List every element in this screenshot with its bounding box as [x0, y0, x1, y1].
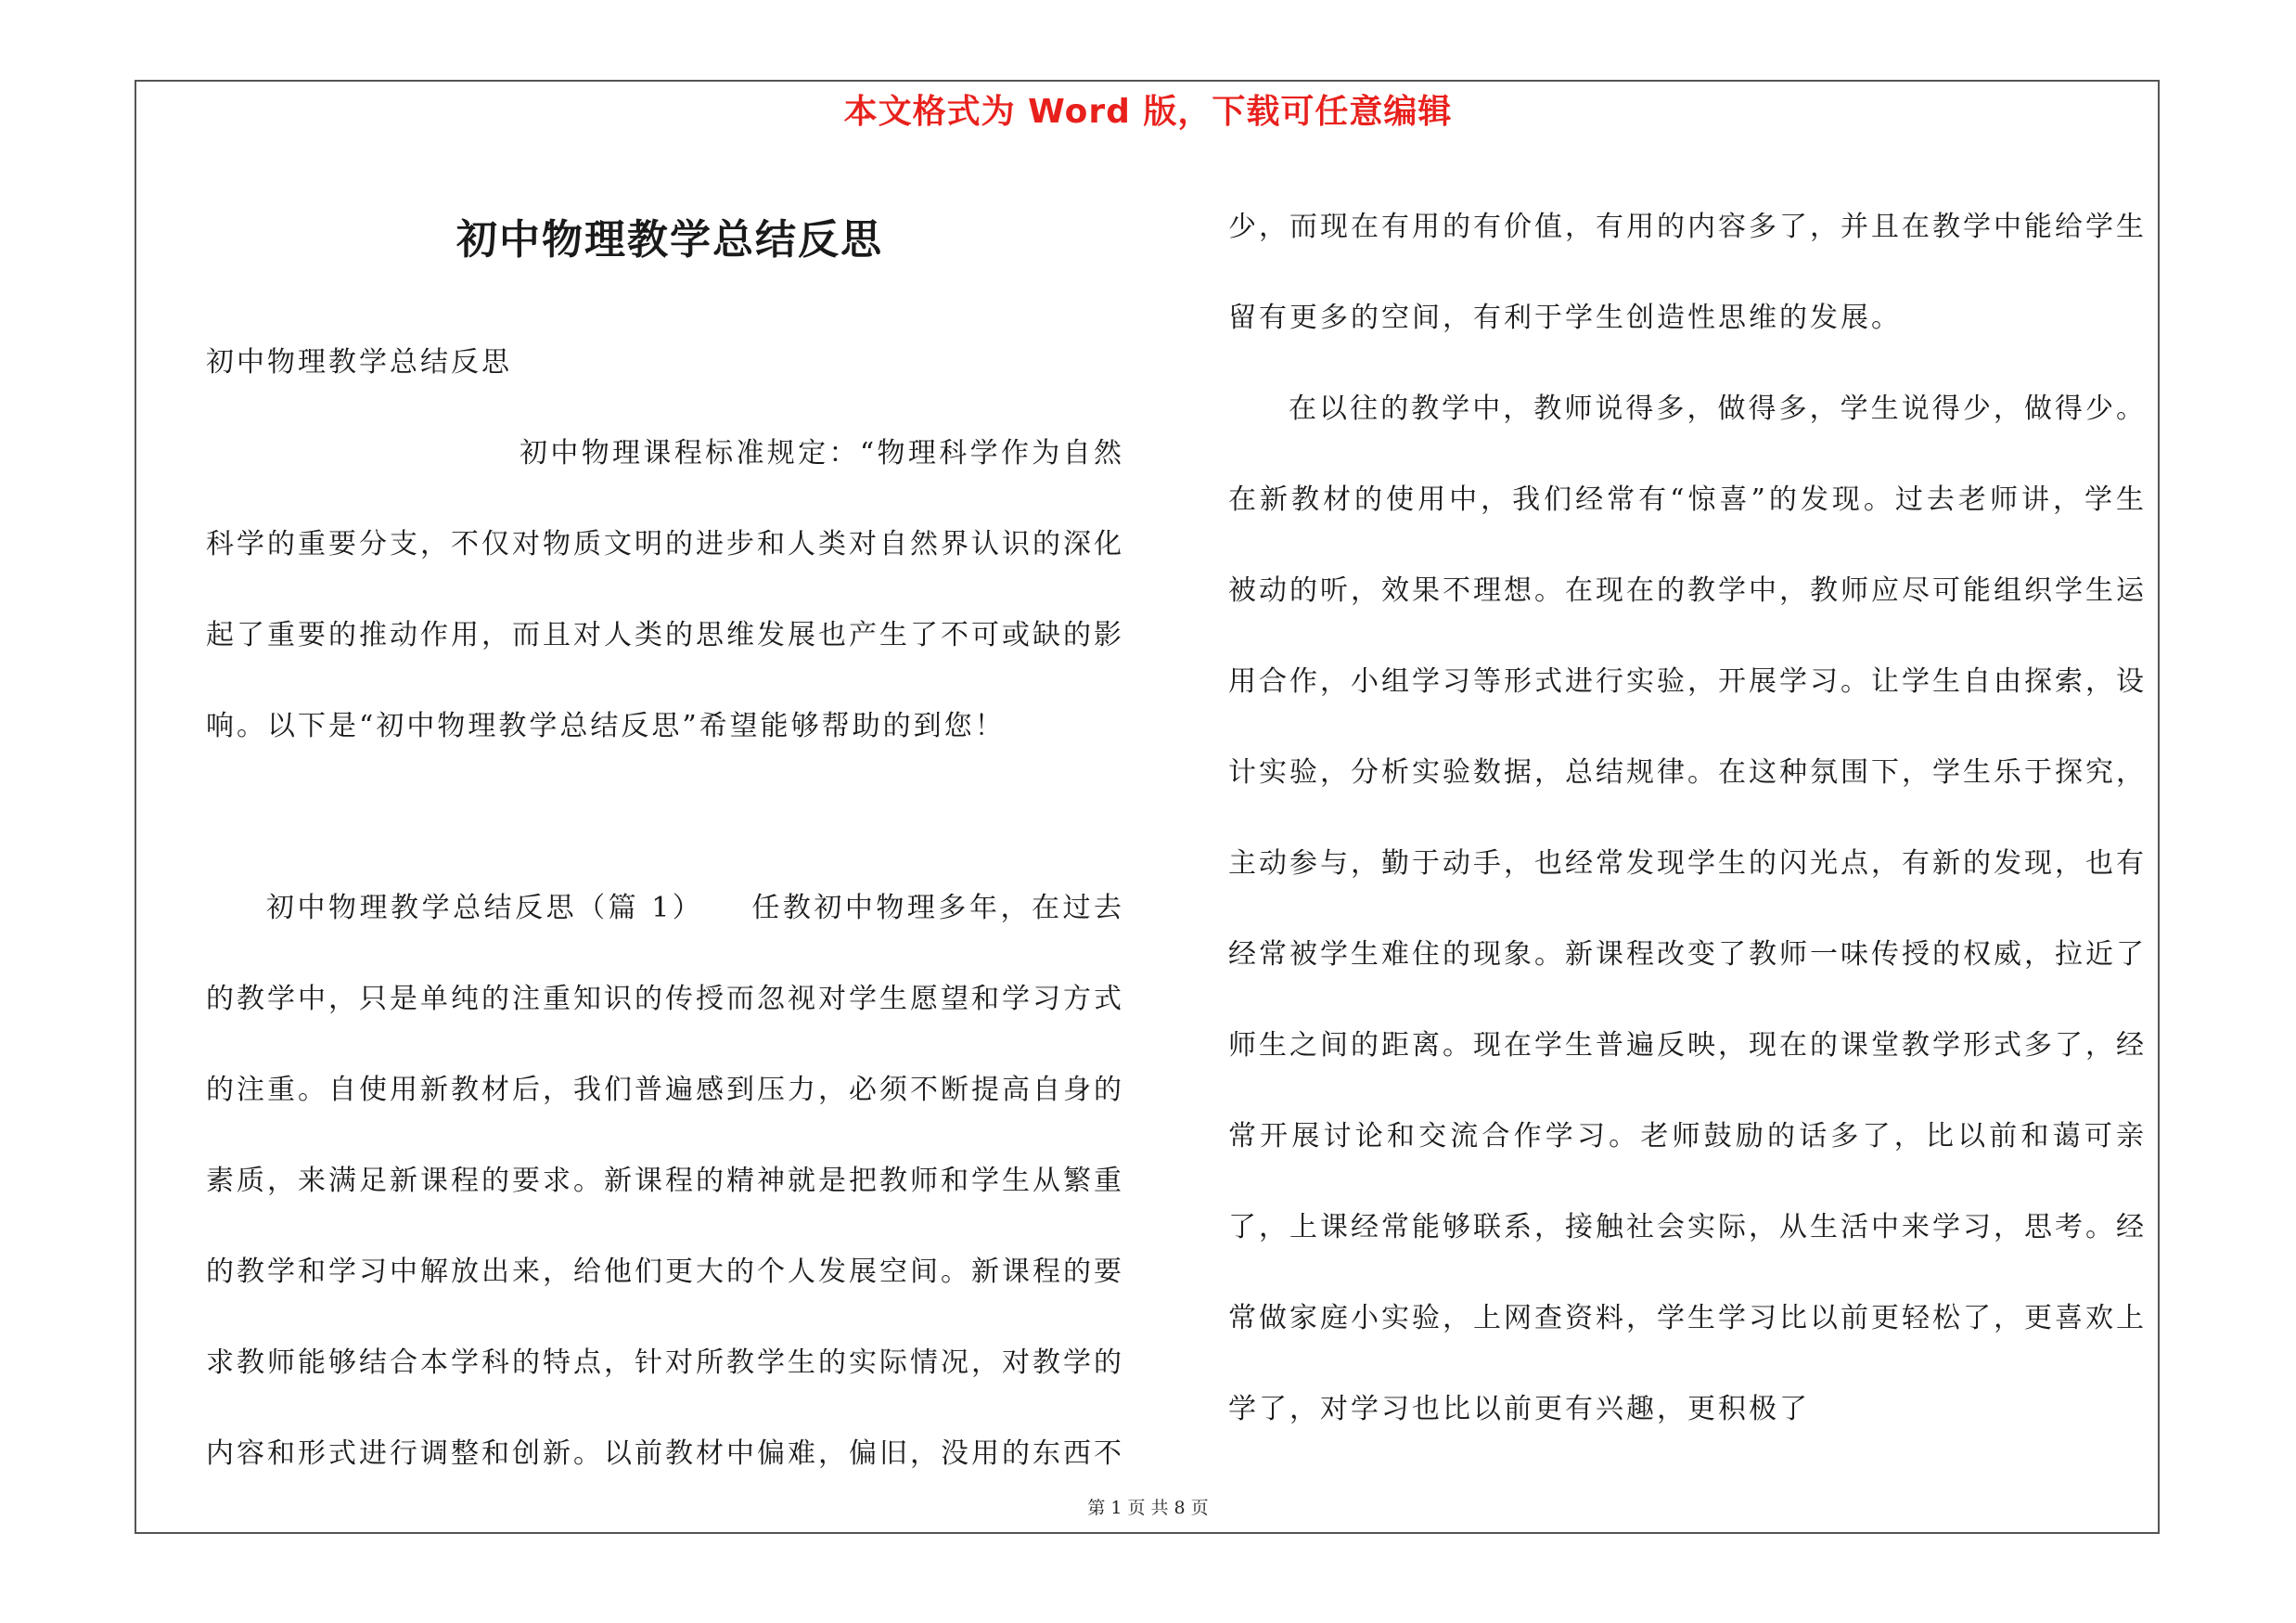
right-column [1228, 182, 2147, 1455]
document-title: 初中物理教学总结反思 [456, 216, 883, 264]
page-indicator: 第 1 页 共 8 页 [1087, 1498, 1209, 1518]
left-column [206, 317, 1124, 1500]
continuation-paragraph: 少，而现在有用的有价值，有用的内容多了，并且在教学中能给学生留有更多的空间，有利于学生创造性思维的发展。 [1228, 211, 2147, 334]
section-1-paragraph: 初中物理教学总结反思（篇 1） 任教初中物理多年，在过去的教学中，只是单纯的注重知识的传授而忽视对学生愿望和学习方式的注重。自使用新教材后，我们普遍感到压力，必须不断提高自身的素质，来满足新课程的要求。新课程的精神就是把教师和学生从繁重的教学和学习中解放出来，给他们更大的个人发展空间。新课程的要求教师能够结合本学科的特点，针对所教学生的实际情况，对教学的内容和形式进行调整和创新。以前教材中偏难，偏旧，没用的东西不 [206, 892, 1124, 1470]
body-paragraph-2: 在以往的教学中，教师说得多，做得多，学生说得少，做得少。在新教材的使用中，我们经常有“惊喜”的发现。过去老师讲，学生被动的听，效果不理想。在现在的教学中，教师应尽可能组织学生运用合作，小组学习等形式进行实验，开展学习。让学生自由探索，设计实验，分析实验数据，总结规律。在这种氛围下，学生乐于探究，主动参与，勤于动手，也经常发现学生的闪光点，有新的发现，也有经常被学生难住的现象。新课程改变了教师一味传授的权威，拉近了师生之间的距离。现在学生普遍反映，现在的课堂教学形式多了，经常开展讨论和交流合作学习。老师鼓励的话多了，比以前和蔼可亲了，上课经常能够联系，接触社会实际，从生活中来学习，思考。经常做家庭小实验，上网查资料，学生学习比以前更轻松了，更喜欢上学了，对学习也比以前更有兴趣，更积极了 [1228, 393, 2147, 1425]
subtitle: 初中物理教学总结反思 [206, 346, 512, 379]
paragraph-gap [206, 772, 1124, 863]
editable-format-banner: 本文格式为 Word 版，下载可任意编辑 [843, 93, 1453, 131]
intro-paragraph: 初中物理课程标准规定：“物理科学作为自然科学的重要分支，不仅对物质文明的进步和人类对自然界认识的深化起了重要的推动作用，而且对人类的思维发展也产生了不可或缺的影响。以下是“初中物理教学总结反思”希望能够帮助的到您！ [206, 437, 1124, 742]
